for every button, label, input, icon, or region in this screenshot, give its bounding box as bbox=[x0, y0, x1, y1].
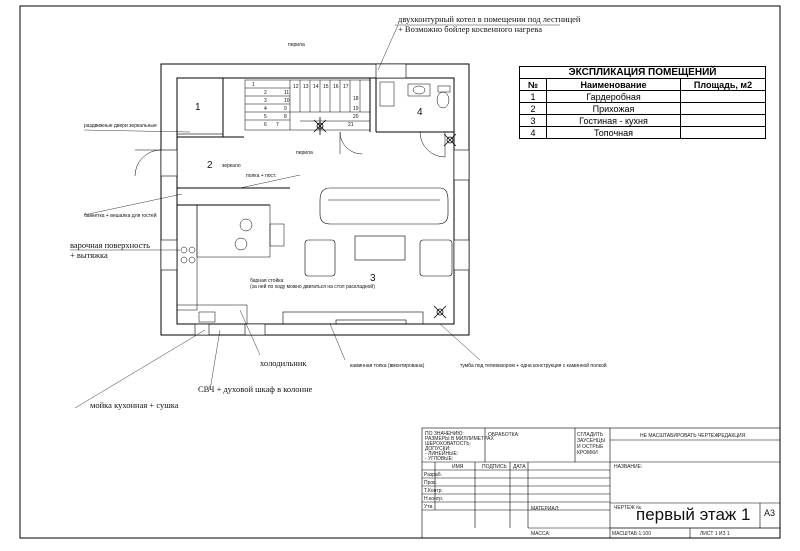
boiler-note: двухконтурный котел в помещении под лестницей bbox=[398, 14, 581, 24]
table-title: ЭКСПЛИКАЦИЯ ПОМЕЩЕНИЙ bbox=[520, 67, 766, 79]
boiler-note-line2: + Возможно бойлер косвенного нагрева bbox=[398, 24, 542, 34]
row-area bbox=[681, 115, 766, 127]
stair-step-label: 18 bbox=[353, 96, 359, 102]
stair-step-label: 6 bbox=[264, 122, 267, 128]
stamp-sheet: ЛИСТ 1 ИЗ 1 bbox=[700, 531, 730, 537]
mirror-doors-note: раздвижные двери зеркальные bbox=[84, 123, 157, 129]
row-number: 3 bbox=[520, 115, 547, 127]
row-name: Топочная bbox=[547, 127, 681, 139]
stair-step-label: 20 bbox=[353, 114, 359, 120]
stair-step-label: 10 bbox=[284, 98, 290, 104]
table-row bbox=[520, 103, 766, 115]
stove-note-line2: + вытяжка bbox=[70, 250, 108, 260]
interior-walls bbox=[177, 78, 454, 205]
stamp-note-line: - УГЛОВЫЕ: bbox=[425, 456, 454, 462]
col-header-area: Площадь, м2 bbox=[681, 79, 766, 91]
stove-note: варочная поверхность bbox=[70, 240, 150, 250]
stair-step-label: 2 bbox=[264, 90, 267, 96]
stamp-drawing-no: ЧЕРТЕЖ № bbox=[614, 505, 642, 511]
row-number: 2 bbox=[520, 103, 547, 115]
stamp-row-dev: Разраб. bbox=[424, 472, 443, 478]
stair-step-label: 13 bbox=[303, 84, 309, 90]
kitchen bbox=[177, 205, 284, 324]
railing-note: перила bbox=[288, 42, 305, 48]
row-number: 4 bbox=[520, 127, 547, 139]
railing-note-2: перила bbox=[296, 150, 313, 156]
stair-step-label: 16 bbox=[333, 84, 339, 90]
living-room-furniture bbox=[283, 188, 452, 324]
row-name: Прихожая bbox=[547, 103, 681, 115]
col-header-number: № bbox=[520, 79, 547, 91]
stamp-scale: МАСШТАБ:1:100 bbox=[612, 531, 651, 537]
stair-step-label: 1 bbox=[252, 82, 255, 88]
stamp-edges: СГЛАДИТЬ ЗАУСЕНЦЫ И ОСТРЫЕ КРОМКИ bbox=[577, 432, 605, 456]
room-number-2: 2 bbox=[207, 160, 213, 171]
stair-step-label: 19 bbox=[353, 106, 359, 112]
stamp-no-scale: НЕ МАСШТАБИРОВАТЬ ЧЕРТЕЖ bbox=[640, 433, 719, 439]
stamp-material: МАТЕРИАЛ: bbox=[531, 506, 560, 512]
bar-counter-note-line2: (за ней по ходу можно двигаться на стол раскладной) bbox=[250, 284, 375, 290]
oven-note: СВЧ + духовой шкаф в колонне bbox=[198, 384, 313, 394]
stamp-row-approve: Утв. bbox=[424, 504, 434, 510]
stair-step-label: 7 bbox=[276, 122, 279, 128]
stair-step-label: 14 bbox=[313, 84, 319, 90]
stamp-revision: РЕДАКЦИЯ bbox=[718, 433, 746, 439]
stamp-note-line: ШЕРОХОВАТОСТЬ: bbox=[425, 441, 471, 447]
stair-step-label: 4 bbox=[264, 106, 267, 112]
stamp-note-line: РАЗМЕРЫ В МИЛЛИМЕТРАХ bbox=[425, 436, 494, 442]
bar-counter-note: барная стойка bbox=[250, 278, 284, 284]
sheet-format: А3 bbox=[764, 508, 776, 518]
room-number-4: 4 bbox=[417, 107, 423, 118]
stair-step-label: 8 bbox=[284, 114, 287, 120]
boiler-room-fixtures bbox=[380, 82, 450, 108]
stamp-mass: МАССА: bbox=[531, 531, 551, 537]
stair-step-label: 12 bbox=[293, 84, 299, 90]
stamp-note-line: ДОПУСКИ: bbox=[425, 446, 451, 452]
row-area bbox=[681, 127, 766, 139]
room-number-1: 1 bbox=[195, 102, 201, 113]
shelf-note: полка + пост. bbox=[246, 173, 277, 179]
mirror-note: зеркало bbox=[222, 163, 241, 169]
stamp-note-line: ПО ЗНАЧЕНИЮ: bbox=[425, 431, 464, 437]
stair-step-label: 15 bbox=[323, 84, 329, 90]
table-row bbox=[520, 91, 766, 103]
stamp-row-ncontrol: Н.контр. bbox=[424, 496, 444, 502]
stair-step-label: 9 bbox=[284, 106, 287, 112]
table-row bbox=[520, 115, 766, 127]
row-name: Гардеробная bbox=[547, 91, 681, 103]
stamp-note-line: - ЛИНЕЙНЫЕ: bbox=[425, 451, 459, 457]
outer-walls bbox=[161, 64, 469, 335]
stamp-col-date: ДАТА bbox=[513, 464, 526, 470]
stair-step-label: 21 bbox=[348, 122, 354, 128]
stamp-designation: НАЗВАНИЕ: bbox=[614, 464, 643, 470]
stamp-col-sign: ПОДПИСЬ bbox=[482, 464, 507, 470]
bench-note: банкетка + вешалка для гостей bbox=[84, 213, 157, 219]
stair-step-label: 5 bbox=[264, 114, 267, 120]
fridge-note: холодильник bbox=[260, 358, 307, 368]
row-area bbox=[681, 103, 766, 115]
fireplace-note: каминная топка (вмонтирована) bbox=[350, 363, 425, 369]
tv-stand-note: тумба под телевизором + одна конструкция с каминной полкой bbox=[460, 363, 607, 369]
stamp-row-check: Пров. bbox=[424, 480, 438, 486]
stair-step-label: 17 bbox=[343, 84, 349, 90]
stair-step-label: 11 bbox=[284, 90, 290, 96]
sink-note: мойка кухонная + сушка bbox=[90, 400, 179, 410]
stamp-finish: ОБРАБОТКА: bbox=[488, 432, 520, 438]
row-area bbox=[681, 91, 766, 103]
row-number: 1 bbox=[520, 91, 547, 103]
stair-step-label: 3 bbox=[264, 98, 267, 104]
col-header-name: Наименование bbox=[547, 79, 681, 91]
stamp-col-name: ИМЯ bbox=[452, 464, 464, 470]
doors bbox=[135, 132, 445, 176]
drawing-title: первый этаж 1 bbox=[636, 505, 751, 524]
room-explication-table bbox=[519, 66, 766, 139]
windows bbox=[161, 64, 469, 335]
table-row bbox=[520, 127, 766, 139]
row-name: Гостиная - кухня bbox=[547, 115, 681, 127]
room-number-3: 3 bbox=[370, 273, 376, 284]
stamp-row-tcontrol: Т.Контр. bbox=[424, 488, 443, 494]
